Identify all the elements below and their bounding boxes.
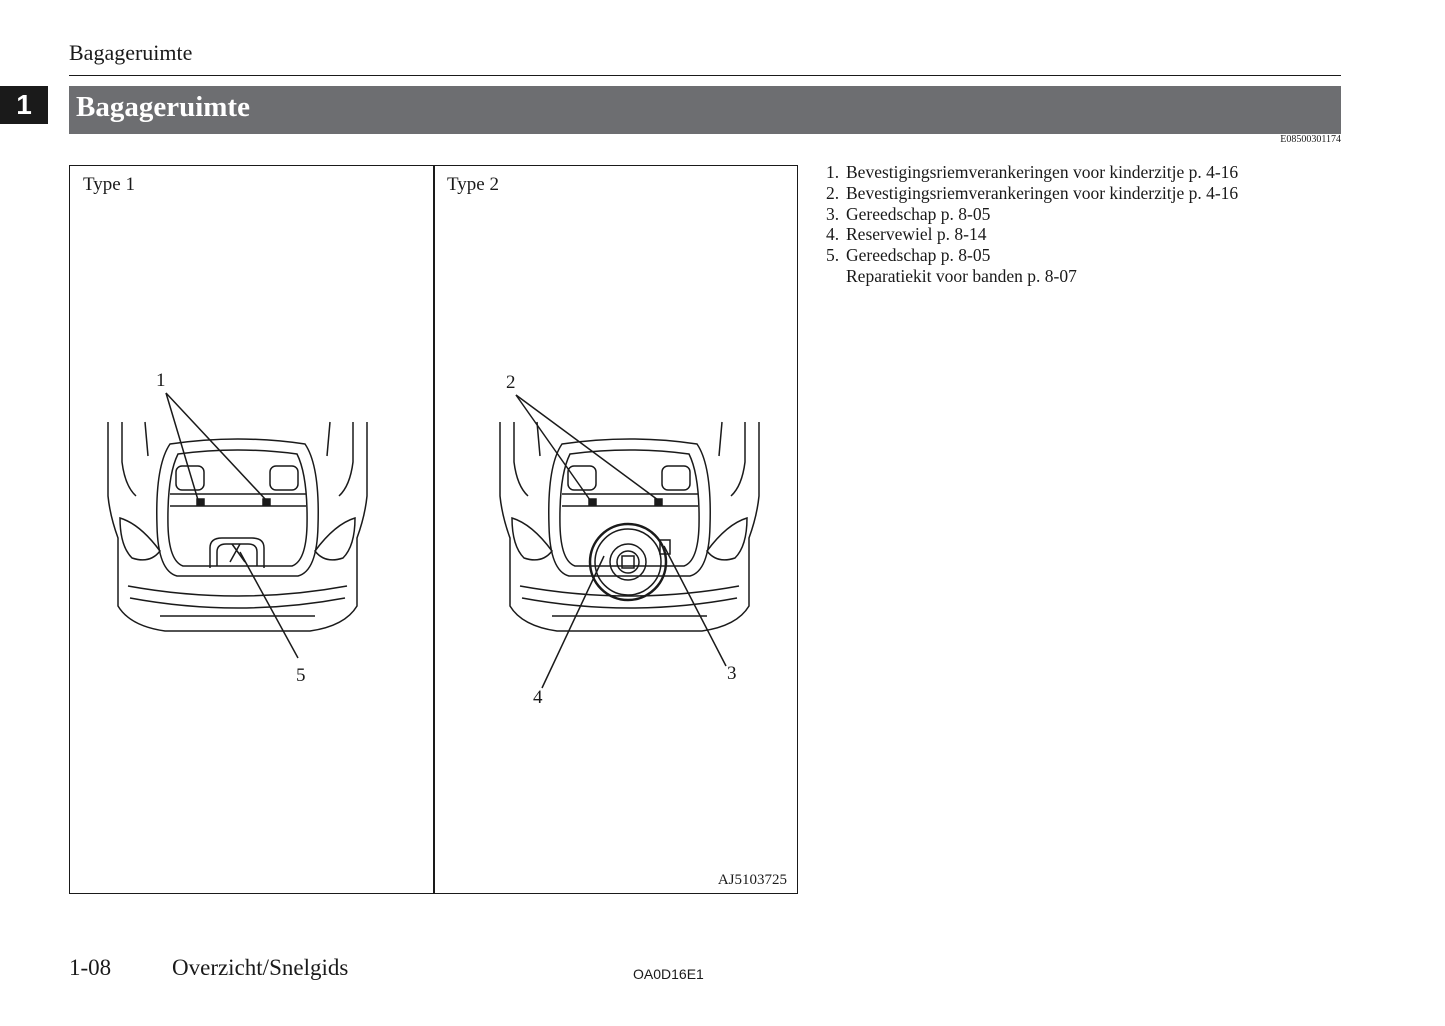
document-code: E08500301174 bbox=[1280, 134, 1341, 145]
legend-item bbox=[826, 245, 1238, 266]
callout-5: 5 bbox=[296, 665, 306, 686]
page-number: 1-08 bbox=[69, 955, 112, 980]
legend-number: 5. bbox=[826, 245, 840, 266]
legend-item bbox=[826, 162, 1238, 183]
car-rear-type1-illustration bbox=[108, 393, 367, 658]
legend-text: Bevestigingsriemverankeringen voor kinderzitje p. 4-16 bbox=[846, 162, 1239, 182]
type-2-label: Type 2 bbox=[447, 174, 499, 195]
legend-text: Reservewiel p. 8-14 bbox=[846, 224, 987, 245]
legend-item bbox=[826, 224, 1238, 245]
section-title: Bagageruimte bbox=[69, 86, 1341, 134]
legend-text: Bevestigingsriemverankeringen voor kinderzitje p. 4-16 bbox=[846, 182, 1239, 203]
callout-1: 1 bbox=[156, 370, 166, 391]
figure-id: AJ5103725 bbox=[717, 872, 787, 888]
header-rule bbox=[69, 75, 1341, 76]
footer-chapter-title: Overzicht/Snelgids bbox=[172, 955, 349, 980]
legend-list bbox=[826, 162, 1238, 287]
legend-number: 3. bbox=[826, 203, 840, 224]
callout-3: 3 bbox=[727, 663, 737, 684]
callout-4: 4 bbox=[533, 687, 543, 708]
legend-item bbox=[826, 266, 1238, 287]
legend-text: Gereedschap p. 8-05 bbox=[846, 203, 991, 224]
legend-number: 2. bbox=[826, 182, 840, 203]
chapter-tab: 1 bbox=[0, 86, 48, 124]
footer-code: OA0D16E1 bbox=[633, 966, 704, 982]
legend-text: Gereedschap p. 8-05 bbox=[846, 245, 991, 266]
type-1-label: Type 1 bbox=[83, 174, 135, 195]
car-rear-drawings bbox=[70, 166, 797, 893]
legend-number: 1. bbox=[826, 162, 840, 182]
callout-2: 2 bbox=[506, 372, 516, 393]
running-header: Bagageruimte bbox=[69, 40, 193, 65]
legend-subtext: Reparatiekit voor banden p. 8-07 bbox=[846, 265, 1077, 286]
legend-item bbox=[826, 183, 1238, 204]
car-rear-type2-illustration bbox=[500, 395, 759, 688]
luggage-figure bbox=[69, 165, 798, 894]
legend-number: 4. bbox=[826, 224, 840, 245]
legend-item bbox=[826, 204, 1238, 225]
